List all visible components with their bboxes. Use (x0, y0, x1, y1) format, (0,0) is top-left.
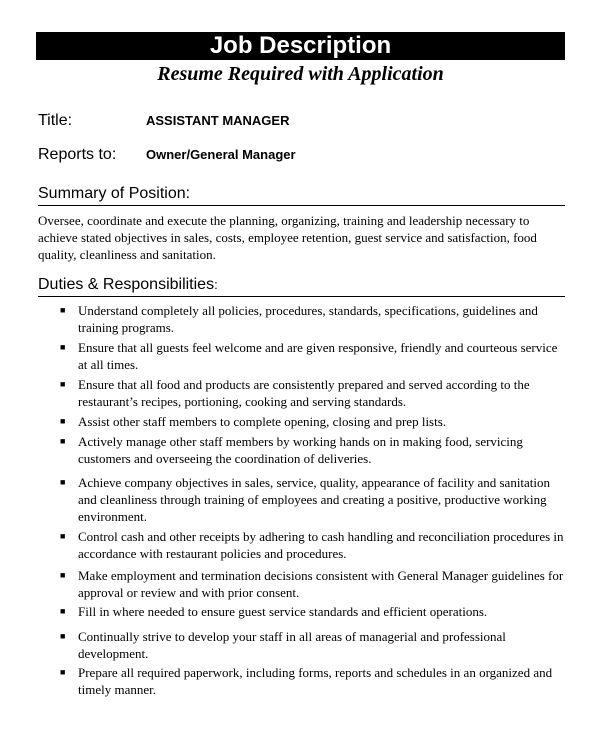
bullet-icon: ■ (60, 606, 66, 616)
bullet-icon: ■ (60, 436, 66, 446)
bullet-icon: ■ (60, 305, 66, 315)
duty-text: Ensure that all food and products are consistently prepared and served according to the restaurant’s recipes, portioning, cooking and serving standards. (78, 377, 530, 409)
bullet-icon: ■ (60, 477, 66, 487)
duties-heading-colon: : (214, 277, 218, 292)
bullet-icon: ■ (60, 379, 66, 389)
duties-heading (38, 275, 565, 297)
duty-text: Continually strive to develop your staff in all areas of managerial and professional development. (78, 629, 506, 661)
duty-text: Understand completely all policies, procedures, standards, specifications, guidelines and training programs. (78, 303, 538, 335)
bullet-icon: ■ (60, 570, 66, 580)
duty-text: Make employment and termination decisions consistent with General Manager guidelines for approval or review and with prior consent. (78, 568, 564, 600)
reports-to-value: Owner/General Manager (146, 147, 296, 162)
summary-heading-text: Summary of Position: (38, 185, 191, 202)
bullet-icon: ■ (60, 416, 66, 426)
document-title: Job Description (36, 32, 565, 60)
duty-text: Fill in where needed to ensure guest service standards and efficient operations. (78, 604, 488, 619)
bullet-icon: ■ (60, 631, 66, 641)
duty-text: Actively manage other staff members by working hands on in making food, servicing customers and overseeing the coordination of deliveries. (78, 434, 523, 466)
summary-text: Oversee, coordinate and execute the planning, organizing, training and leadership necessary to achieve stated objectives in sales, costs, employee retention, guest service and satisfaction, food quality, cleanliness and sanitation. (38, 213, 537, 262)
duty-text: Prepare all required paperwork, including forms, reports and schedules in an organized and timely manner. (78, 665, 553, 697)
bullet-icon: ■ (60, 342, 66, 352)
bullet-icon: ■ (60, 531, 66, 541)
duties-heading-text: Duties & Responsibilities (38, 276, 215, 293)
duty-text: Achieve company objectives in sales, service, quality, appearance of facility and sanitation and cleanliness through training of employees and creating a positive, productive working environment. (78, 475, 551, 524)
title-value: ASSISTANT MANAGER (146, 113, 290, 128)
title-label: Title: (38, 112, 73, 129)
bullet-icon: ■ (60, 667, 66, 677)
summary-heading (38, 184, 565, 206)
duty-text: Assist other staff members to complete opening, closing and prep lists. (78, 414, 447, 429)
duty-text: Ensure that all guests feel welcome and are given responsive, friendly and courteous service at all times. (78, 340, 558, 372)
document-subtitle: Resume Required with Application (157, 63, 444, 85)
reports-to-label: Reports to: (38, 146, 117, 163)
duty-text: Control cash and other receipts by adhering to cash handling and reconciliation procedures in accordance with restaurant policies and procedures. (78, 529, 564, 561)
